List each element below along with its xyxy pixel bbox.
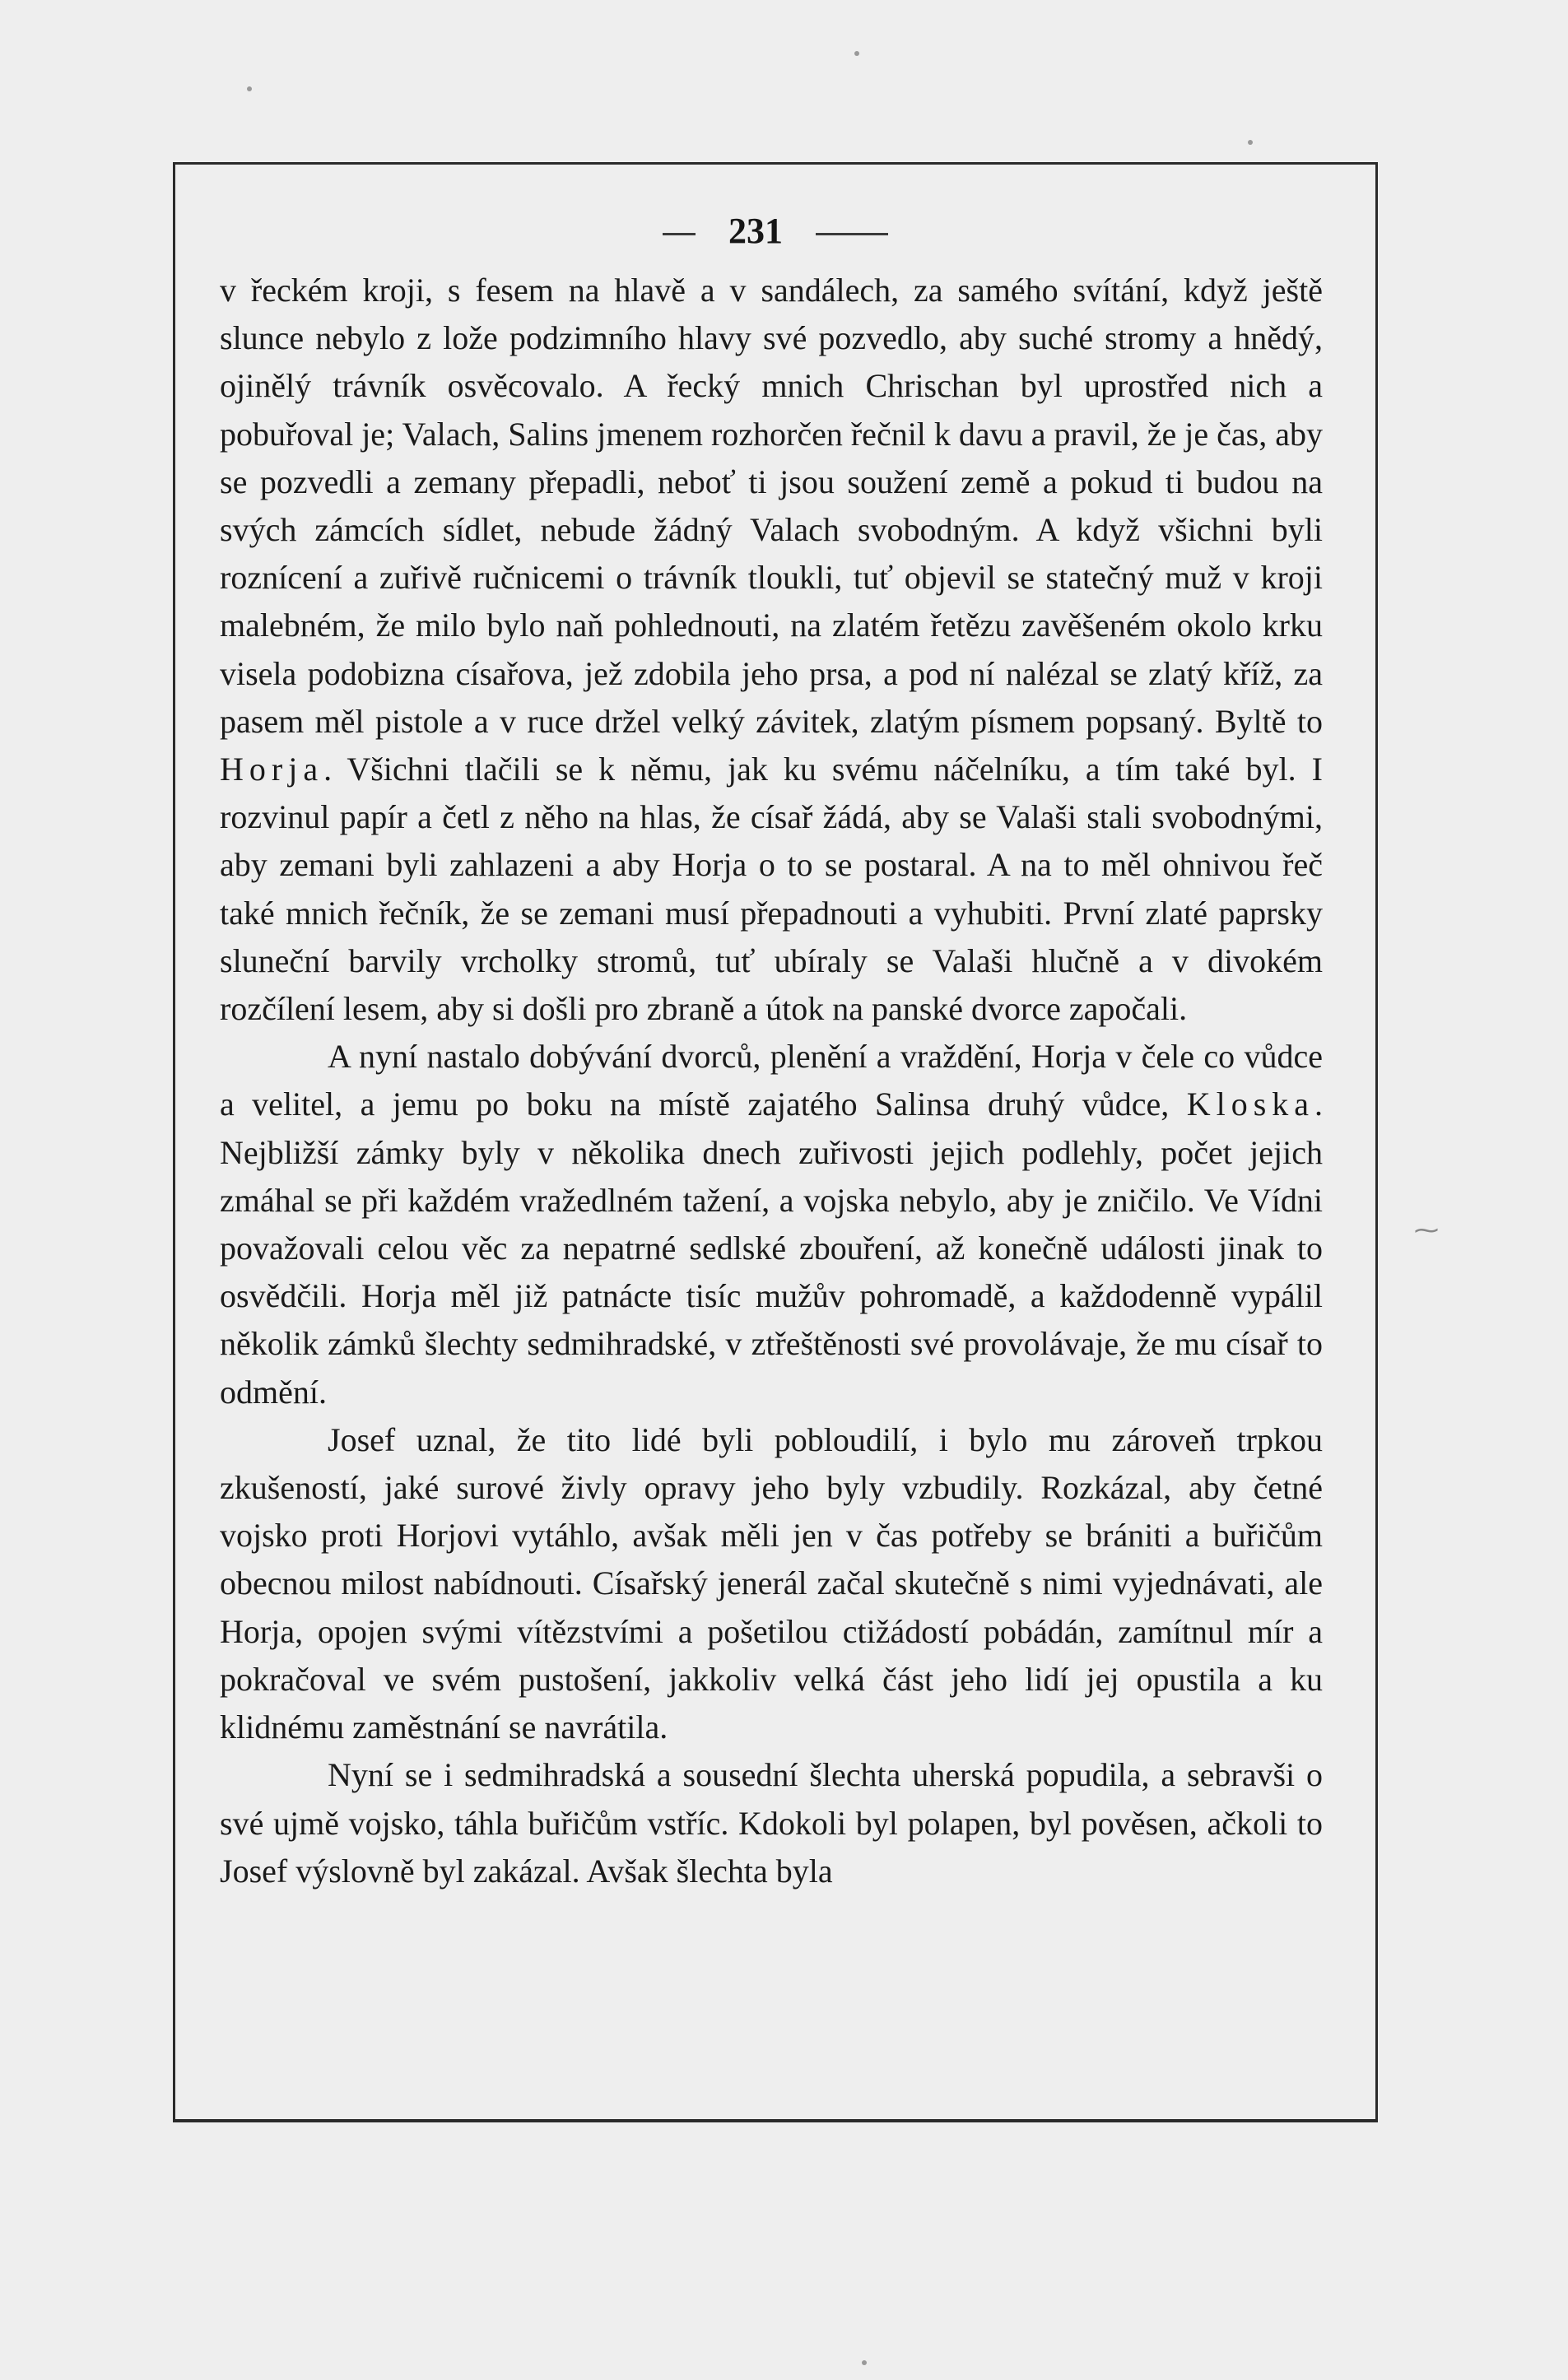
paragraph-2-text: A nyní nastalo dobývání dvorců, plenění a vraždění, Horja v čele co vůdce a velitel, a jemu po boku na místě zajatého Salinsa druhý vůdce, [220, 1038, 1323, 1123]
page-frame [173, 162, 1378, 2122]
paragraph-2-name: Kloska [1186, 1085, 1315, 1123]
paragraph-4 [220, 1751, 1323, 1895]
body-text [220, 267, 1323, 1895]
header-dash-left [663, 233, 696, 235]
paragraph-2 [220, 1033, 1323, 1416]
paragraph-1-tail: . Všichni tlačili se k němu, jak ku svému náčelníku, a tím také byl. I rozvinul papír a četl z něho na hlas, že císař žádá, aby se Valaši stali svobodnými, aby zemani byli zahlazeni a aby Horja o to se postaral. A na to měl ohnivou řeč také mnich řečník, že se zemani musí přepadnouti a vyhubiti. První zlaté paprsky sluneční barvily vrcholky stromů, tuť ubíraly se Valaši hlučně a v divokém rozčílení lesem, aby si došli pro zbraně a útok na panské dvorce započali. [220, 751, 1323, 1028]
scan-speck [854, 51, 859, 56]
paragraph-1-name: Horja [220, 751, 324, 788]
paragraph-1-text: v řeckém kroji, s fesem na hlavě a v sandálech, za samého svítání, když ještě slunce nebylo z lože podzimního hlavy své pozvedlo, aby suché stromy a hnědý, ojinělý trávník osvěcovalo. A řecký mnich Chrischan byl uprostřed nich a pobuřoval je; Valach, Salins jmenem rozhorčen řečnil k davu a pravil, že je čas, aby se pozvedli a zemany přepadli, neboť ti jsou soužení země a pokud ti budou na svých zámcích sídlet, nebude žádný Valach svobodným. A když všichni byli roznícení a zuřivě ručnicemi o trávník tloukli, tuť objevil se statečný muž v kroji malebném, že milo bylo naň pohlednouti, na zlatém řetězu zavěšeném okolo krku visela podobizna císařova, jež zdobila jeho prsa, a pod ní nalézal se zlatý kříž, za pasem měl pistole a v ruce držel velký závitek, zlatým písmem popsaný. Byltě to [220, 272, 1323, 740]
page-number: 231 [728, 211, 783, 251]
scan-speck [1248, 140, 1253, 145]
margin-mark: ⁓ [1414, 1216, 1439, 1245]
paragraph-2-tail: . Nejbližší zámky byly v několika dnech zuřivosti jejich podlehly, počet jejich zmáhal se při každém vražedlném tažení, a vojska nebylo, aby je zničilo. Ve Vídni považovali celou věc za nepatrné sedlské zbouření, až konečně události jinak to osvědčili. Horja měl již patnácte tisíc mužův pohromadě, a každodenně vypálil několik zámků šlechty sedmihradské, v ztřeštěnosti své provolávaje, že mu císař to odmění. [220, 1085, 1324, 1411]
paragraph-1 [220, 267, 1323, 1033]
scan-speck [862, 2360, 867, 2365]
header-dash-right [816, 233, 888, 235]
page-header [175, 210, 1375, 259]
paragraph-3-text: Josef uznal, že tito lidé byli pobloudilí, i bylo mu zároveň trpkou zkušeností, jaké surové živly opravy jeho byly vzbudily. Rozkázal, aby četné vojsko proti Horjovi vytáhlo, avšak měli jen v čas potřeby se brániti a buřičům obecnou milost nabídnouti. Císařský jenerál začal skutečně s nimi vyjednávati, ale Horja, opojen svými vítězstvími a pošetilou ctižádostí pobádán, zamítnul mír a pokračoval ve svém pustošení, jakkoliv velká část jeho lidí jej opustila a ku klidnému zaměstnání se navrátila. [220, 1420, 1323, 1746]
paragraph-4-text: Nyní se i sedmihradská a sousední šlechta uherská popudila, a sebravši o své ujmě vojsko, táhla buřičům vstříc. Kdokoli byl polapen, byl pověsen, ačkoli to Josef výslovně byl zakázal. Avšak šlechta byla [220, 1756, 1323, 1890]
scan-speck [247, 86, 252, 91]
paragraph-3 [220, 1416, 1323, 1751]
